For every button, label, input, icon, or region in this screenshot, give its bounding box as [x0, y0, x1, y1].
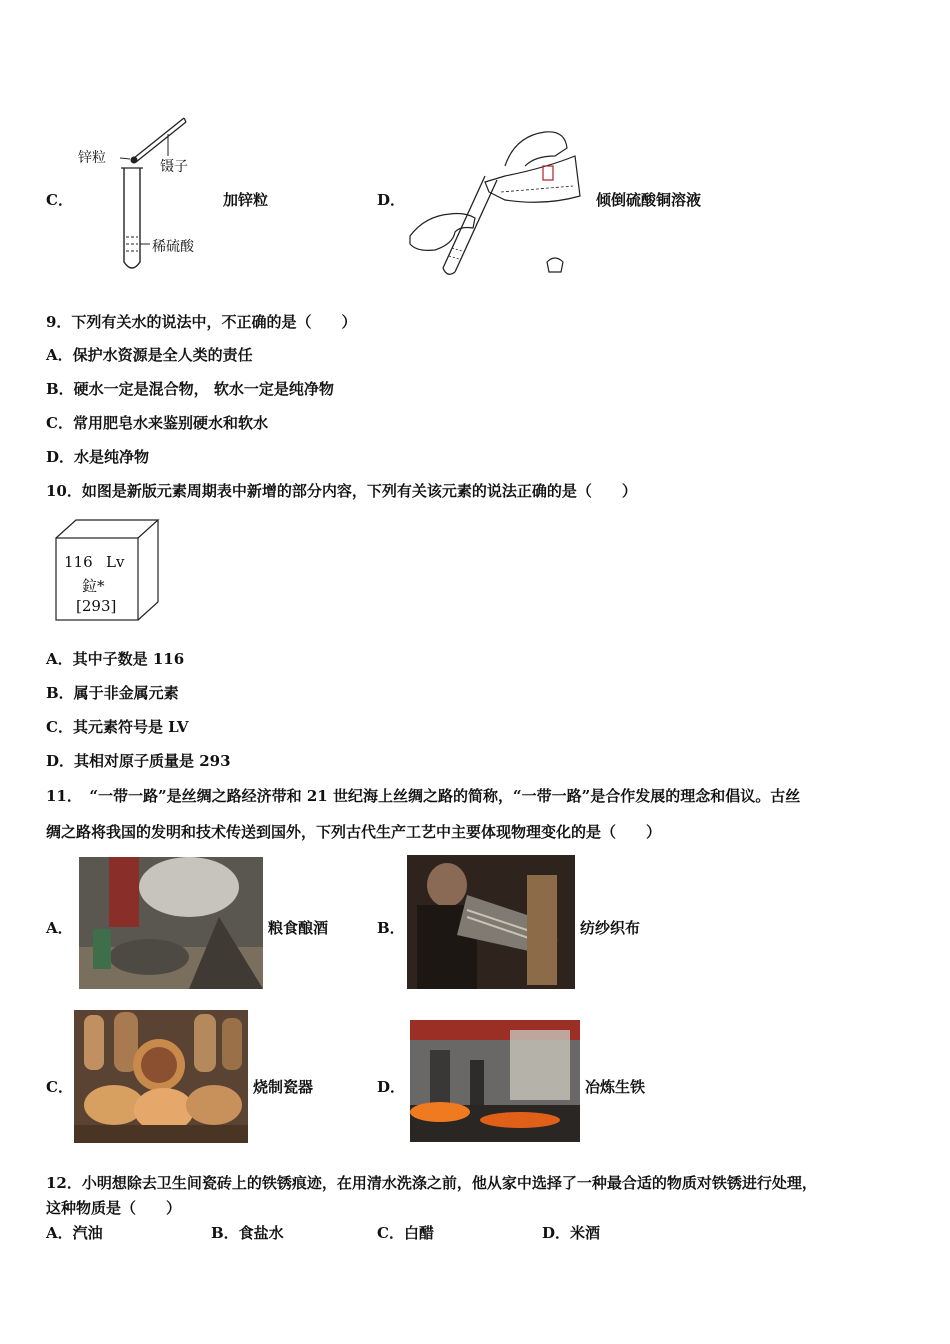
q12-stem-line1: 12．小明想除去卫生间瓷砖上的铁锈痕迹，在用清水洗涤之前，他从家中选择了一种最合适的物质对铁锈进行处理，	[46, 1174, 817, 1192]
q9-option-a: A．保护水资源是全人类的责任	[46, 346, 253, 364]
q12-option-b: B．食盐水	[211, 1224, 284, 1242]
q8-option-c-letter: C．	[46, 191, 73, 209]
element-cell-figure	[54, 518, 164, 624]
q11-option-d-letter: D．	[377, 1078, 406, 1096]
element-symbol: Lv	[106, 553, 125, 571]
pouring-solution-figure	[405, 126, 585, 278]
q8-option-c-caption: 加锌粒	[223, 191, 269, 209]
q9-option-b: B．硬水一定是混合物， 软水一定是纯净物	[46, 380, 334, 398]
q10-option-c: C．其元素符号是 LV	[46, 718, 189, 736]
q11-option-a-letter: A．	[46, 919, 73, 937]
q11-option-d-caption: 冶炼生铁	[585, 1078, 646, 1096]
q8-option-d-caption: 倾倒硫酸铜溶液	[596, 191, 702, 209]
zinc-label: 锌粒	[78, 150, 106, 166]
q12-option-c: C．白醋	[377, 1224, 434, 1242]
q12-option-d: D．米酒	[542, 1224, 601, 1242]
q11-option-b-letter: B．	[377, 919, 405, 937]
q12-stem-line2: 这种物质是（ ）	[46, 1199, 182, 1217]
q9-option-d: D．水是纯净物	[46, 448, 150, 466]
q11-option-b-caption: 纺纱织布	[580, 919, 641, 937]
brewing-photo	[79, 857, 263, 989]
q10-option-b: B．属于非金属元素	[46, 684, 179, 702]
q11-option-c-caption: 烧制瓷器	[253, 1078, 314, 1096]
porcelain-photo	[74, 1010, 248, 1143]
element-number: 116	[64, 553, 93, 571]
q9-stem: 9．下列有关水的说法中，不正确的是（ ）	[46, 313, 357, 331]
q11-stem-line2: 绸之路将我国的发明和技术传送到国外，下列古代生产工艺中主要体现物理变化的是（ ）	[46, 823, 662, 841]
q10-option-a: A．其中子数是 116	[46, 650, 185, 668]
q11-option-a-caption: 粮食酿酒	[268, 919, 329, 937]
q11-stem-line1: 11． “一带一路”是丝绸之路经济带和 21 世纪海上丝绸之路的简称，“一带一路”是合作发展的理念和倡议。古丝	[46, 787, 801, 805]
weaving-photo	[407, 855, 575, 989]
q9-option-c: C．常用肥皂水来鉴别硬水和软水	[46, 414, 268, 432]
q10-stem: 10．如图是新版元素周期表中新增的部分内容，下列有关该元素的说法正确的是（ ）	[46, 482, 637, 500]
acid-label: 稀硫酸	[152, 239, 194, 255]
element-name: 鉝*	[82, 577, 105, 595]
zinc-test-tube-figure	[78, 112, 213, 277]
element-mass: [293]	[76, 597, 117, 615]
q12-option-a: A．汽油	[46, 1224, 103, 1242]
iron-smelting-photo	[410, 1020, 580, 1142]
q10-option-d: D．其相对原子质量是 293	[46, 752, 231, 770]
tweezers-label: 镊子	[160, 159, 188, 175]
q11-option-c-letter: C．	[46, 1078, 73, 1096]
q8-option-d-letter: D．	[377, 191, 406, 209]
